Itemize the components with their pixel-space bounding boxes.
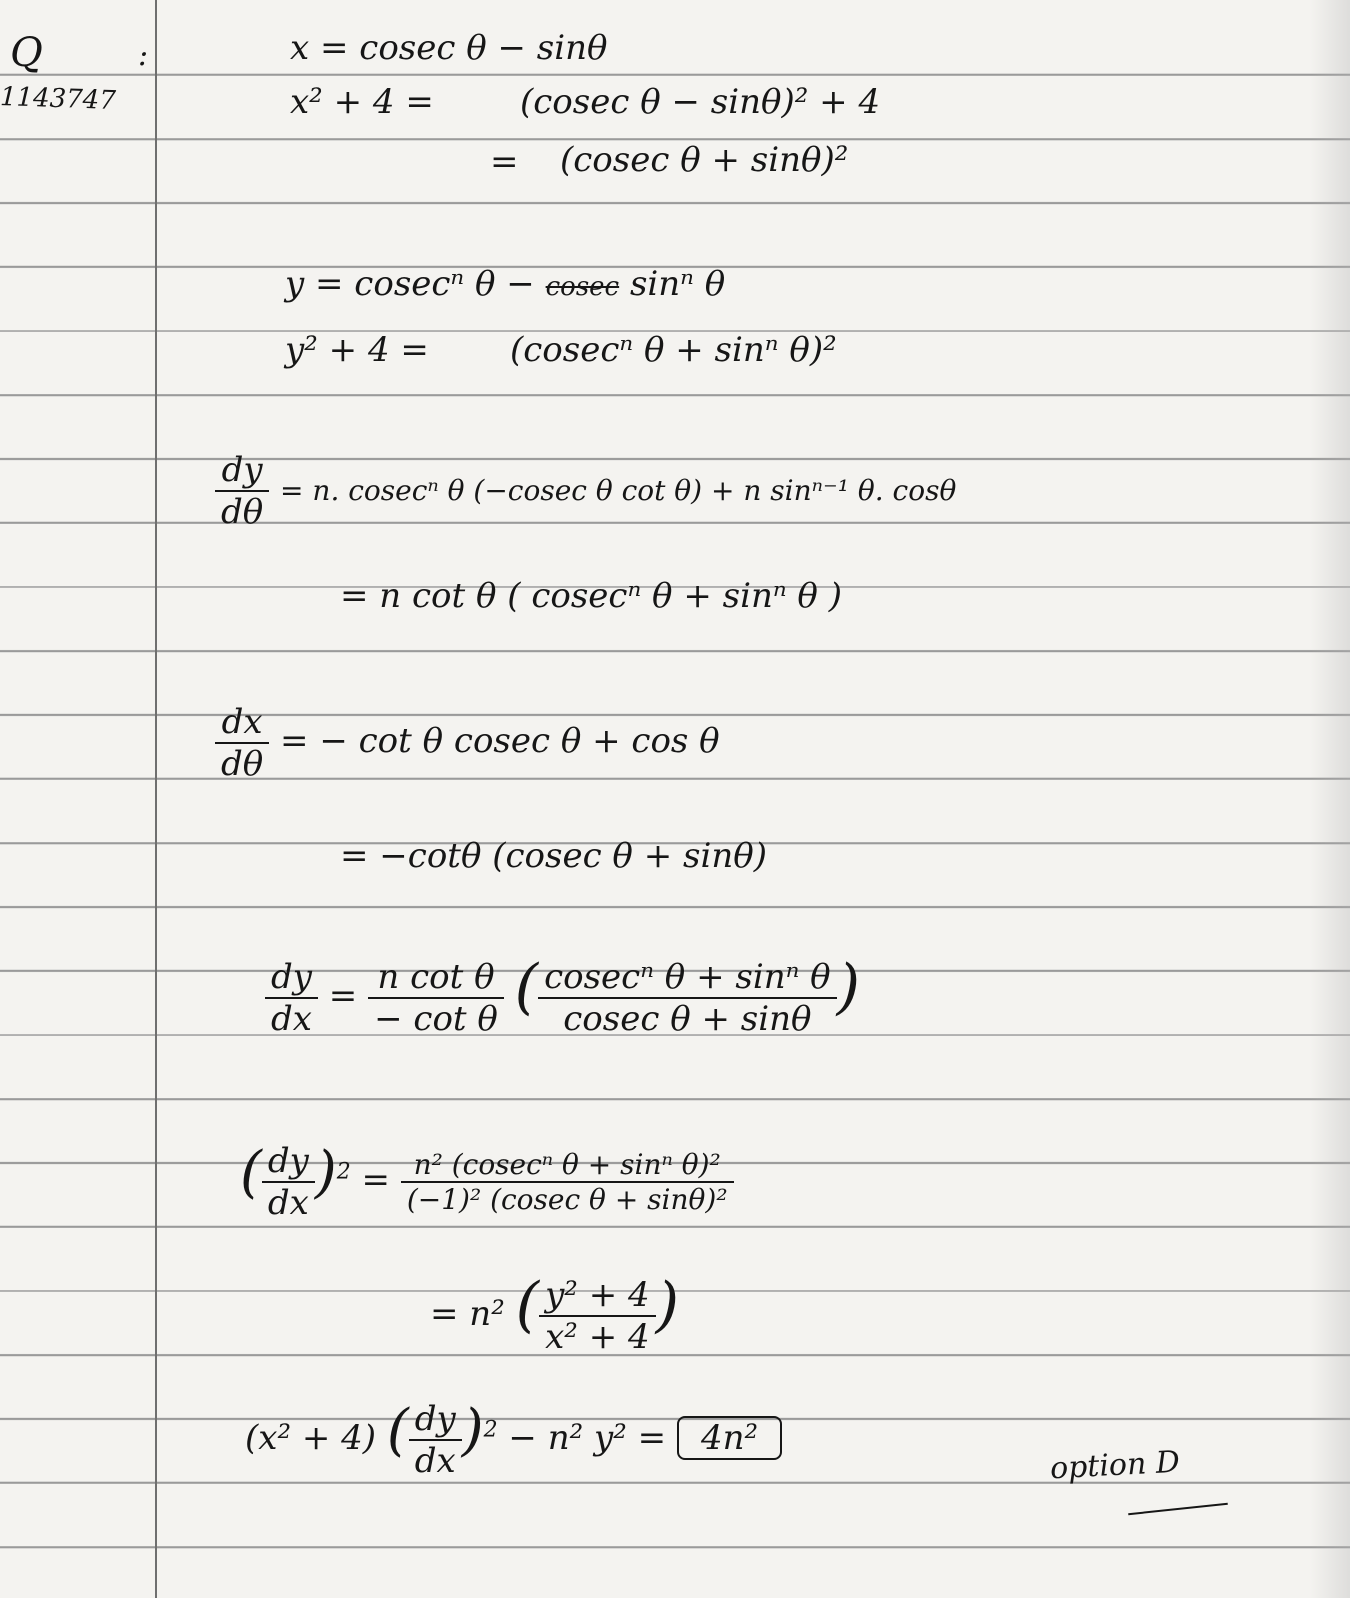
dydx-sq-exp: 2 (336, 1159, 351, 1185)
line-y-def-part2: sinⁿ θ (629, 264, 726, 304)
answer-box: 4n² (677, 1416, 782, 1460)
line-x2-eq: = (490, 142, 519, 182)
question-mark: Q (10, 30, 43, 76)
line-dx-dtheta (215, 702, 720, 784)
line-y-def-strike: cosec (545, 272, 620, 302)
frac-dy-dtheta-den: dθ (221, 492, 264, 532)
line-final: (x² + 4) ( $\frac{dy}{dx}$ )$^2$ − n² y² = 4n² (245, 1398, 782, 1481)
line-dy-dx-eq: = (328, 976, 358, 1016)
frac-dx-dtheta-num: dx (215, 702, 269, 744)
line-dx-dtheta-simplified: = −cotθ (cosec θ + sinθ) (340, 836, 767, 876)
line-y2-lhs: y² + 4 = (285, 330, 429, 370)
frac-final-dydx (409, 1399, 462, 1481)
line-dy-dtheta-rhs: = n. cosecⁿ θ (−cosec θ cot θ) + n sinⁿ⁻¹ θ. cosθ (280, 474, 957, 507)
option-label: option D (1049, 1444, 1181, 1487)
line-y-def (285, 264, 725, 304)
line-nsq-ratio: = n² ( $\frac{\text{y² + 4}}{\text{x² + 4}}$ ) (430, 1270, 680, 1357)
frac-ncot (368, 957, 504, 1039)
line-x-def: x = cosec θ − sinθ (290, 28, 608, 68)
frac-nsq (401, 1148, 734, 1216)
frac-dy-dtheta-num: dy (215, 450, 269, 492)
line-x2-rhs: (cosec θ − sinθ)² + 4 (520, 82, 881, 122)
frac-final-dydx-den: dx (414, 1441, 456, 1481)
line-nsq: = n² (430, 1294, 505, 1334)
margin-line (155, 0, 157, 1598)
line-x2-lhs: x² + 4 = (290, 82, 434, 122)
question-id: 1143747 (0, 81, 117, 117)
frac-yx-num: y² + 4 (539, 1275, 656, 1317)
line-dydx-sq: ( $\frac{dy}{dx}$ )$^2$ = $\frac{\text{n² (cosecⁿ θ + sinⁿ θ)²}}{\text{(−1)² (cosec θ + sinθ)²}}$ (240, 1140, 734, 1223)
line-y2-rhs: (cosecⁿ θ + sinⁿ θ)² (510, 330, 837, 370)
line-x2-result: (cosec θ + sinθ)² (560, 140, 849, 180)
frac-dy-dx-den: dx (271, 999, 312, 1039)
frac-ratio1 (538, 957, 837, 1039)
frac-dydx-sq (262, 1141, 315, 1223)
frac-ncot-den: − cot θ (374, 999, 498, 1039)
option-underline (1128, 1503, 1228, 1515)
frac-ratio1-den: cosec θ + sinθ (563, 999, 812, 1039)
frac-dydx-sq-num: dy (262, 1141, 315, 1183)
line-y-def-part1: y = cosecⁿ θ − (285, 264, 535, 304)
line-dydx-sq-eq: = (361, 1160, 391, 1200)
frac-yx-den: x² + 4 (545, 1317, 650, 1357)
line-dy-dtheta-simplified: = n cot θ ( cosecⁿ θ + sinⁿ θ ) (340, 576, 842, 616)
frac-dy-dx-num: dy (265, 957, 318, 999)
question-colon: : (138, 38, 149, 73)
frac-ratio1-num: cosecⁿ θ + sinⁿ θ (538, 957, 837, 999)
frac-dx-dtheta (215, 702, 269, 784)
page-edge-shadow (1310, 0, 1350, 1598)
frac-dy-dx (265, 957, 318, 1039)
line-dx-dtheta-rhs: = − cot θ cosec θ + cos θ (280, 721, 720, 761)
line-dy-dx: $\frac{dy}{dx}$ = $\frac{\text{n cot θ}}{\text{− cot θ}}$ ( $\frac{\text{cosecⁿ θ + sinⁿ θ}}{\text{cosec θ + sinθ}}$ ) (265, 952, 860, 1039)
frac-dy-dtheta (215, 450, 269, 532)
frac-final-dydx-num: dy (409, 1399, 462, 1441)
line-final-lhs: (x² + 4) (245, 1418, 377, 1458)
frac-nsq-num: n² (cosecⁿ θ + sinⁿ θ)² (401, 1148, 734, 1183)
frac-dx-dtheta-den: dθ (221, 744, 264, 784)
frac-nsq-den: (−1)² (cosec θ + sinθ)² (406, 1183, 728, 1216)
frac-ncot-num: n cot θ (368, 957, 504, 999)
line-dy-dtheta (215, 450, 956, 532)
frac-dydx-sq-den: dx (267, 1183, 309, 1223)
final-dydx-exp: 2 (483, 1417, 498, 1443)
line-final-rhs: − n² y² = (508, 1418, 667, 1458)
frac-yx (539, 1275, 656, 1357)
